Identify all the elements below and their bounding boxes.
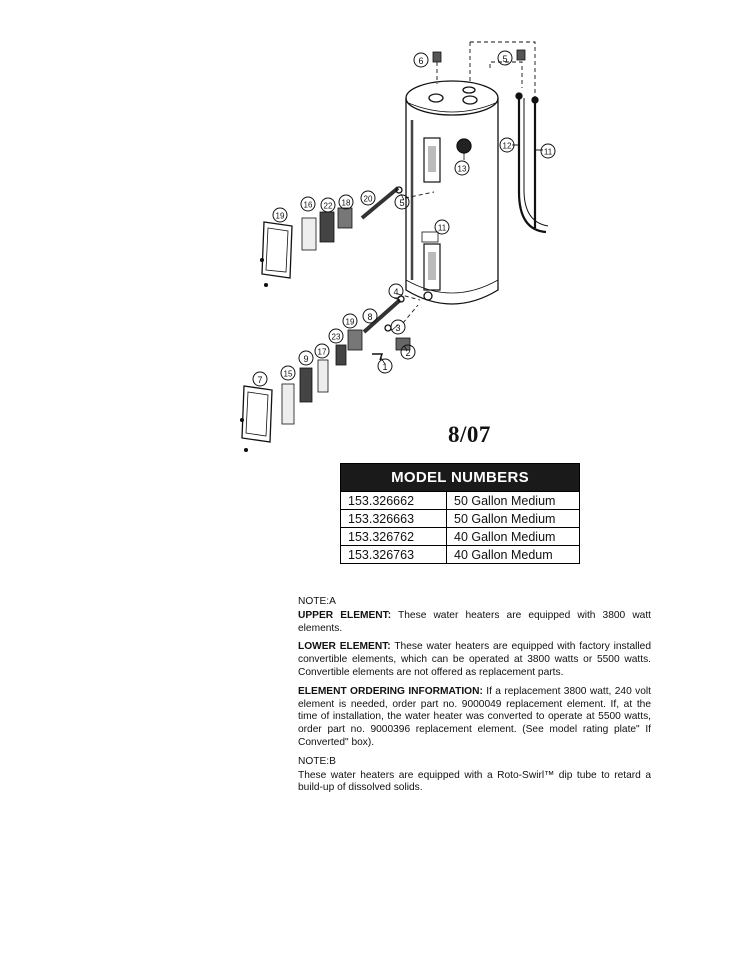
callout-label: 2 — [405, 348, 411, 358]
table-row — [341, 510, 580, 528]
lower-element-label: LOWER ELEMENT: — [298, 641, 391, 653]
callout-6 — [414, 53, 428, 67]
callout-20 — [273, 208, 287, 222]
lower-element-text: These water heaters are equipped with factory installed convertible elements, which can be operated at 3800 watts or 5500 watts. Convertible elements are not offered as replacement parts. — [298, 641, 651, 678]
model-code: 153.326663 — [341, 510, 447, 528]
callout-label: 18 — [341, 198, 351, 208]
model-numbers-header: MODEL NUMBERS — [341, 464, 580, 492]
callout-label: 22 — [323, 201, 333, 211]
upper-element-note — [298, 610, 651, 636]
callout-guide-lines — [398, 42, 535, 323]
callout-11 — [435, 220, 449, 234]
ordering-info-note — [298, 686, 651, 750]
model-numbers-table — [340, 463, 580, 564]
callout-13 — [500, 138, 514, 152]
callout-15 — [281, 366, 295, 380]
callout-label: 3 — [395, 323, 401, 333]
callout-label: 4 — [393, 287, 399, 297]
callout-3 — [391, 320, 405, 334]
inlet-fitting — [433, 52, 441, 62]
callout-label: 16 — [303, 200, 313, 210]
ordering-info-text: If a replacement 3800 watt, 240 volt element is needed, order part no. 9000049 replacement element. If, at the time of installation, the water heater was converted to operate at 5500 watts, order part no. 9000396 replacement element. (See model rating plate" If Converted" box). — [298, 685, 651, 748]
callout-17 — [315, 344, 329, 358]
model-code: 153.326762 — [341, 528, 447, 546]
callout-label: 11 — [543, 147, 553, 157]
revision-date: 8/07 — [448, 422, 491, 447]
callout-label: 11 — [437, 223, 447, 233]
upper-element-label: UPPER ELEMENT: — [298, 609, 392, 621]
callout-1 — [378, 359, 392, 373]
table-row — [341, 546, 580, 564]
callout-18 — [339, 195, 353, 209]
callout-label: 15 — [283, 369, 293, 379]
callout-label: 19 — [275, 211, 285, 221]
note-b-title: NOTE:B — [298, 755, 336, 767]
callout-16 — [301, 197, 315, 211]
callout-label: 19 — [345, 317, 355, 327]
callout-5-top — [498, 51, 512, 65]
callout-14 — [455, 161, 469, 175]
callout-21 — [361, 191, 375, 205]
callout-label: 5 — [502, 54, 508, 64]
water-heater-tank — [406, 81, 498, 304]
callout-9 — [299, 351, 313, 365]
callout-label: 8 — [367, 312, 373, 322]
lower-element-assembly — [241, 296, 410, 451]
callout-label: 5 — [399, 198, 405, 208]
callout-label: 6 — [418, 56, 424, 66]
model-description: 50 Gallon Medium — [447, 492, 580, 510]
callout-19 — [343, 314, 357, 328]
model-description: 40 Gallon Medium — [447, 528, 580, 546]
lower-element-note — [298, 641, 651, 679]
table-row — [341, 528, 580, 546]
ordering-info-label: ELEMENT ORDERING INFORMATION: — [298, 685, 483, 697]
model-code: 153.326763 — [341, 546, 447, 564]
model-description: 40 Gallon Medum — [447, 546, 580, 564]
callout-label: 9 — [303, 354, 309, 364]
callout-4 — [389, 284, 403, 298]
callout-8 — [363, 309, 377, 323]
callout-label: 13 — [457, 164, 467, 174]
callout-label: 23 — [331, 332, 341, 342]
callout-label: 12 — [502, 141, 512, 151]
model-description: 50 Gallon Medium — [447, 510, 580, 528]
callout-label: 7 — [257, 375, 263, 385]
exploded-parts-diagram — [0, 0, 750, 470]
callout-label: 1 — [382, 362, 388, 372]
callout-label: 17 — [317, 347, 327, 357]
outlet-fitting — [517, 50, 525, 60]
dip-tube-and-anode — [512, 93, 548, 232]
callout-7 — [253, 372, 267, 386]
note-b-text: These water heaters are equipped with a Roto-Swirl™ dip tube to retard a build-up of dissolved solids. — [298, 769, 651, 794]
note-a-title: NOTE:A — [298, 596, 336, 607]
callout-markers — [253, 51, 555, 386]
callout-5-side — [395, 195, 409, 209]
callout-22 — [321, 198, 335, 212]
notes-section — [298, 596, 651, 801]
model-code: 153.326662 — [341, 492, 447, 510]
callout-label: 20 — [363, 194, 373, 204]
upper-element-text: These water heaters are equipped with 3800 watt elements. — [298, 609, 652, 634]
callout-12 — [541, 144, 555, 158]
callout-23 — [329, 329, 343, 343]
table-row — [341, 492, 580, 510]
callout-2 — [401, 345, 415, 359]
